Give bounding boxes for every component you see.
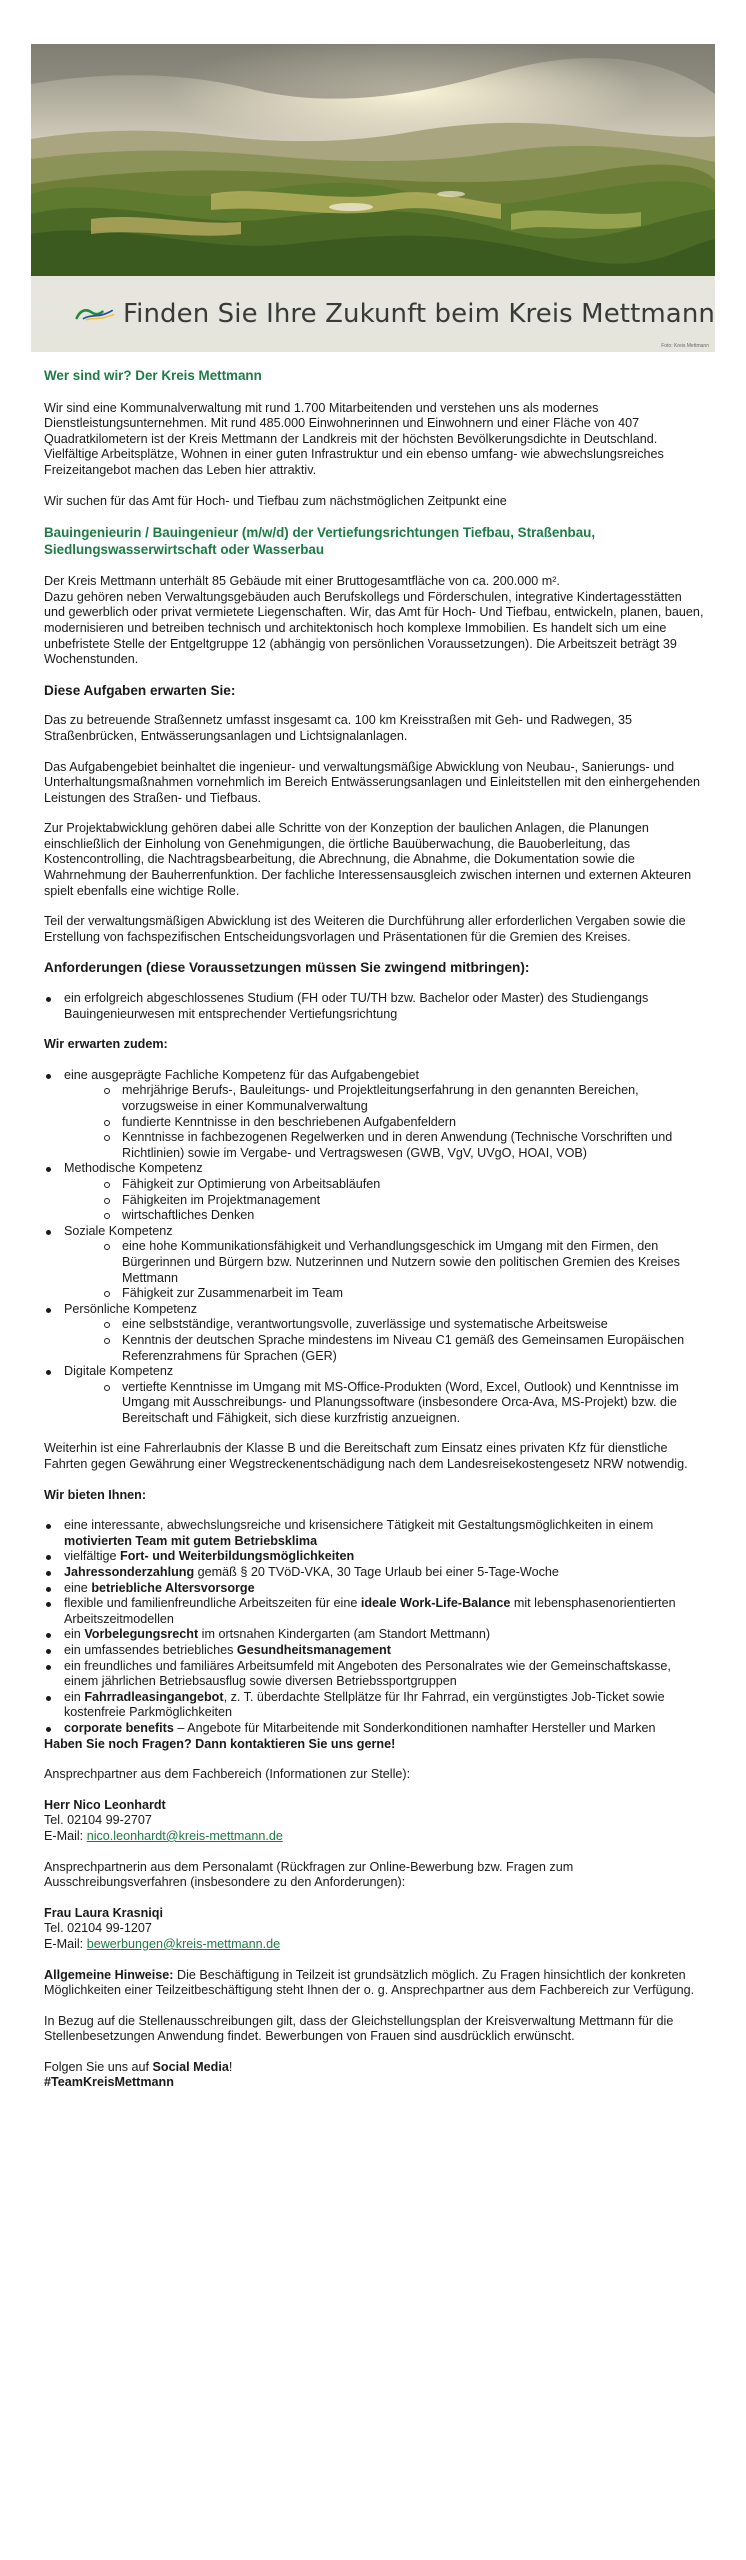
offer-list (44, 1518, 706, 1736)
banner-slogan: Finden Sie Ihre Zukunft beim Kreis Mettmann (122, 299, 715, 329)
requirements-list (44, 991, 706, 1022)
expect-subitem: Fähigkeit zur Zusammenarbeit im Team (64, 1286, 706, 1302)
requirement-item: ein erfolgreich abgeschlossenes Studium (FH oder TU/TH bzw. Bachelor oder Master) des Studiengangs Bauingenieurwesen mit entsprechender Vertiefungsrichtung (44, 991, 706, 1022)
expect-sublist (64, 1380, 706, 1427)
intro-search-line: Wir suchen für das Amt für Hoch- und Tiefbau zum nächstmöglichen Zeitpunkt eine (44, 493, 507, 508)
expect-group-label: Persönliche Kompetenz (64, 1301, 198, 1316)
offer-item: eine betriebliche Altersvorsorge (44, 1581, 706, 1597)
offer-item: ein umfassendes betriebliches Gesundheitsmanagement (44, 1643, 706, 1659)
contact-1-email-link[interactable]: nico.leonhardt@kreis-mettmann.de (86, 1828, 283, 1843)
expect-subitem: Kenntnis der deutschen Sprache mindestens im Niveau C1 gemäß des Gemeinsamen Europäischen Referenzrahmens für Sprachen (GER) (64, 1333, 706, 1364)
contact-1-name: Herr Nico Leonhardt (44, 1797, 166, 1812)
expect-sublist (64, 1239, 706, 1301)
tasks-paragraph-3: Zur Projektabwicklung gehören dabei alle Schritte von der Konzeption der baulichen Anlagen, die Planungen einschließlich der Einholung von Genehmigungen, die örtliche Bauüberwachung, die Bauoberleitung, das Kostencontrolling, die Nachtragsbearbeitung, die Abrechnung, die Abnahme, die Dokumentation sowie die Wahrnehmung der Bauherrenfunktion. Der fachliche Interessensausgleich zwischen internen und externen Akteuren spielt ebenfalls eine wichtige Rolle. (44, 821, 692, 898)
slogan-strip (31, 276, 715, 352)
offer-item: ein Vorbelegungsrecht im ortsnahen Kindergarten (am Standort Mettmann) (44, 1627, 706, 1643)
offer-heading: Wir bieten Ihnen: (44, 1487, 147, 1502)
tasks-paragraph-1: Das zu betreuende Straßennetz umfasst insgesamt ca. 100 km Kreisstraßen mit Geh- und Radwegen, 35 Straßenbrücken, Entwässerungsanlagen und Lichtsignalanlagen. (44, 713, 633, 743)
expect-group-personal (44, 1302, 706, 1364)
expect-sublist (64, 1177, 706, 1224)
expect-group-label: Soziale Kompetenz (64, 1223, 173, 1238)
offer-item: Jahressonderzahlung gemäß § 20 TVöD-VKA, 30 Tage Urlaub bei einer 5-Tage-Woche (44, 1565, 706, 1581)
general-notes (44, 1968, 706, 1999)
tasks-paragraph-4: Teil der verwaltungsmäßigen Abwicklung ist des Weiteren die Durchführung aller erforderlichen Vergaben sowie die Erstellung von fachspezifischen Entscheidungsvorlagen und Präsentationen für die Gremien des Kreises. (44, 914, 686, 944)
intro-paragraph: Wir sind eine Kommunalverwaltung mit rund 1.700 Mitarbeitenden und verstehen uns als modernes Dienstleistungsunternehmen. Mit rund 485.000 Einwohnerinnen und Einwohnern und einer Fläche von 407 Quadratkilometern ist der Kreis Mettmann der Landkreis mit der höchsten Bevölkerungsdichte in Deutschland. Vielfältige Arbeitsplätze, Wohnen in einer guten Infrastruktur und ein ebenso umfang- wie abwechslungsreiches Freizeitangebot machen das Leben hier attraktiv. (44, 400, 664, 477)
expect-subitem: vertiefte Kenntnisse im Umgang mit MS-Office-Produkten (Word, Excel, Outlook) und Kenntnisse im Umgang mit Ausschreibungs- und Planungssoftware (insbesondere Orca-Ava, MS-Projekt) bzw. die Bereitschaft und Fähigkeit, sich diese kurzfristig anzueignen. (64, 1380, 706, 1427)
tasks-heading: Diese Aufgaben erwarten Sie: (44, 682, 236, 698)
expect-subitem: eine hohe Kommunikationsfähigkeit und Verhandlungsgeschick im Umgang mit den Firmen, den Bürgerinnen und Bürgern bzw. Nutzerinnen und Nutzern sowie den politischen Gremien des Kreises Mettmann (64, 1239, 706, 1286)
expect-group-label: Digitale Kompetenz (64, 1364, 174, 1379)
offer-item: vielfältige Fort- und Weiterbildungsmöglichkeiten (44, 1549, 706, 1565)
job-description (44, 574, 706, 668)
job-description-b: Dazu gehören neben Verwaltungsgebäuden auch Berufskollegs und Förderschulen, integrative Kindertagesstätten und gewerblich oder privat vermietete Liegenschaften. Wir, das Amt für Hoch- Und Tiefbau, entwickeln, planen, bauen, modernisieren und betreiben technisch und architektonisch hoch komplexe Immobilien. Es handelt sich um eine unbefristete Stelle der Entgeltgruppe 12 (abhängig von persönlichen Voraussetzungen). Die Arbeitszeit beträgt 39 Wochenstunden. (44, 589, 704, 667)
expect-group-social (44, 1224, 706, 1302)
contact-person-1 (44, 1798, 706, 1845)
social-media-note: Folgen Sie uns auf Social Media! #TeamKreisMettmann (44, 2059, 233, 2090)
license-note: Weiterhin ist eine Fahrerlaubnis der Klasse B und die Bereitschaft zum Einsatz eines privaten Kfz für dienstliche Fahrten gegen Gewährung einer Wegstreckenentschädigung nach dem Landesreisekostengesetz NRW notwendig. (44, 1441, 688, 1472)
social-media-label: Social Media (152, 2059, 229, 2074)
contact-2-email-link[interactable]: bewerbungen@kreis-mettmann.de (86, 1936, 281, 1951)
contact-2-email-label: E-Mail: (44, 1936, 87, 1951)
intro-heading: Wer sind wir? Der Kreis Mettmann (44, 368, 262, 383)
expect-subitem: Fähigkeiten im Projektmanagement (64, 1193, 706, 1209)
expect-subitem: Kenntnisse in fachbezogenen Regelwerken und in deren Anwendung (Technische Vorschriften und Richtlinien) sowie im Vergabe- und Vertragswesen (GWB, VgV, UVgO, HOAI, VOB) (64, 1130, 706, 1161)
job-title: Bauingenieurin / Bauingenieur (m/w/d) der Vertiefungsrichtungen Tiefbau, Straßenbau, Siedlungswasserwirtschaft oder Wasserbau (44, 525, 596, 558)
expect-group-label: eine ausgeprägte Fachliche Kompetenz für das Aufgabengebiet (64, 1067, 419, 1082)
offer-item: ein freundliches und familiäres Arbeitsumfeld mit Angeboten des Personalrates wie der Gemeinschaftskasse, einem jährlichen Betriebsausflug sowie diversen Betriebssportgruppen (44, 1659, 706, 1690)
expect-group-methodical (44, 1161, 706, 1223)
photo-credit: Foto: Kreis Mettmann (661, 343, 709, 349)
contact-2-name: Frau Laura Krasniqi (44, 1905, 163, 1920)
expect-group-professional (44, 1068, 706, 1162)
expect-group-label: Methodische Kompetenz (64, 1161, 203, 1176)
expect-subitem: eine selbstständige, verantwortungsvolle, zuverlässige und systematische Arbeitsweise (64, 1317, 706, 1333)
header-banner (31, 44, 715, 352)
expect-subitem: Fähigkeit zur Optimierung von Arbeitsabläufen (64, 1177, 706, 1193)
expect-group-digital (44, 1364, 706, 1426)
contact-heading: Haben Sie noch Fragen? Dann kontaktieren Sie uns gerne! (44, 1736, 396, 1751)
expect-heading: Wir erwarten zudem: (44, 1037, 168, 1052)
expect-sublist (64, 1317, 706, 1364)
contact-2-phone: Tel. 02104 99-1207 (44, 1921, 152, 1936)
job-description-a: Der Kreis Mettmann unterhält 85 Gebäude mit einer Bruttogesamtfläche von ca. 200.000 m². (44, 574, 560, 589)
expect-subitem: wirtschaftliches Denken (64, 1208, 706, 1224)
contact-intro-specialist: Ansprechpartner aus dem Fachbereich (Informationen zur Stelle): (44, 1767, 411, 1782)
contact-1-phone: Tel. 02104 99-2707 (44, 1813, 152, 1828)
contact-1-email-label: E-Mail: (44, 1828, 87, 1843)
offer-item: eine interessante, abwechslungsreiche und krisensichere Tätigkeit mit Gestaltungsmöglichkeiten in einem motivierten Team mit gutem Betriebsklima (44, 1518, 706, 1549)
expect-subitem: mehrjährige Berufs-, Bauleitungs- und Projektleitungserfahrung in den genannten Bereichen, vorzugsweise in einer Kommunalverwaltung (64, 1083, 706, 1114)
requirements-heading: Anforderungen (diese Voraussetzungen müssen Sie zwingend mitbringen): (44, 960, 530, 976)
offer-item: corporate benefits – Angebote für Mitarbeitende mit Sonderkonditionen namhafter Hersteller und Marken (44, 1721, 706, 1737)
expect-sublist (64, 1083, 706, 1161)
kreis-mettmann-logo-icon (75, 288, 115, 340)
general-notes-label: Allgemeine Hinweise: (44, 1967, 174, 1982)
offer-item: flexible und familienfreundliche Arbeitszeiten für eine ideale Work-Life-Balance mit lebensphasenorientierten Arbeitszeitmodellen (44, 1596, 706, 1627)
contact-intro-hr: Ansprechpartnerin aus dem Personalamt (Rückfragen zur Online-Bewerbung bzw. Fragen zum Ausschreibungsverfahren (insbesondere zu den Anforderungen): (44, 1859, 574, 1890)
equality-note: In Bezug auf die Stellenausschreibungen gilt, dass der Gleichstellungsplan der Kreisverwaltung Mettmann für die Stellenbesetzungen Anwendung findet. Bewerbungen von Frauen sind ausdrücklich erwünscht. (44, 2013, 674, 2044)
offer-item: ein Fahrradleasingangebot, z. T. überdachte Stellplätze für Ihr Fahrrad, ein vergünstigtes Job-Ticket sowie kostenfreie Parkmöglichkeiten (44, 1690, 706, 1721)
expect-subitem: fundierte Kenntnisse in den beschriebenen Aufgabenfeldern (64, 1115, 706, 1131)
tasks-paragraph-2: Das Aufgabengebiet beinhaltet die ingenieur- und verwaltungsmäßige Abwicklung von Neubau-, Sanierungs- und Unterhaltungsmaßnahmen vornehmlich im Bereich Entwässerungsanlagen und Einleitstellen mit den einhergehenden Leistungen des Straßen- und Tiefbaus. (44, 759, 700, 805)
hashtag: #TeamKreisMettmann (44, 2075, 174, 2090)
expect-list (44, 1068, 706, 1427)
contact-person-2 (44, 1906, 706, 1953)
general-notes-text: Die Beschäftigung in Teilzeit ist grundsätzlich möglich. Zu Fragen hinsichtlich der konkreten Möglichkeiten einer Teilzeitbeschäftigung steht Ihnen der o. g. Ansprechpartner aus dem Fachbereich zur Verfügung. (44, 1967, 695, 1998)
posting-body (44, 368, 706, 2106)
